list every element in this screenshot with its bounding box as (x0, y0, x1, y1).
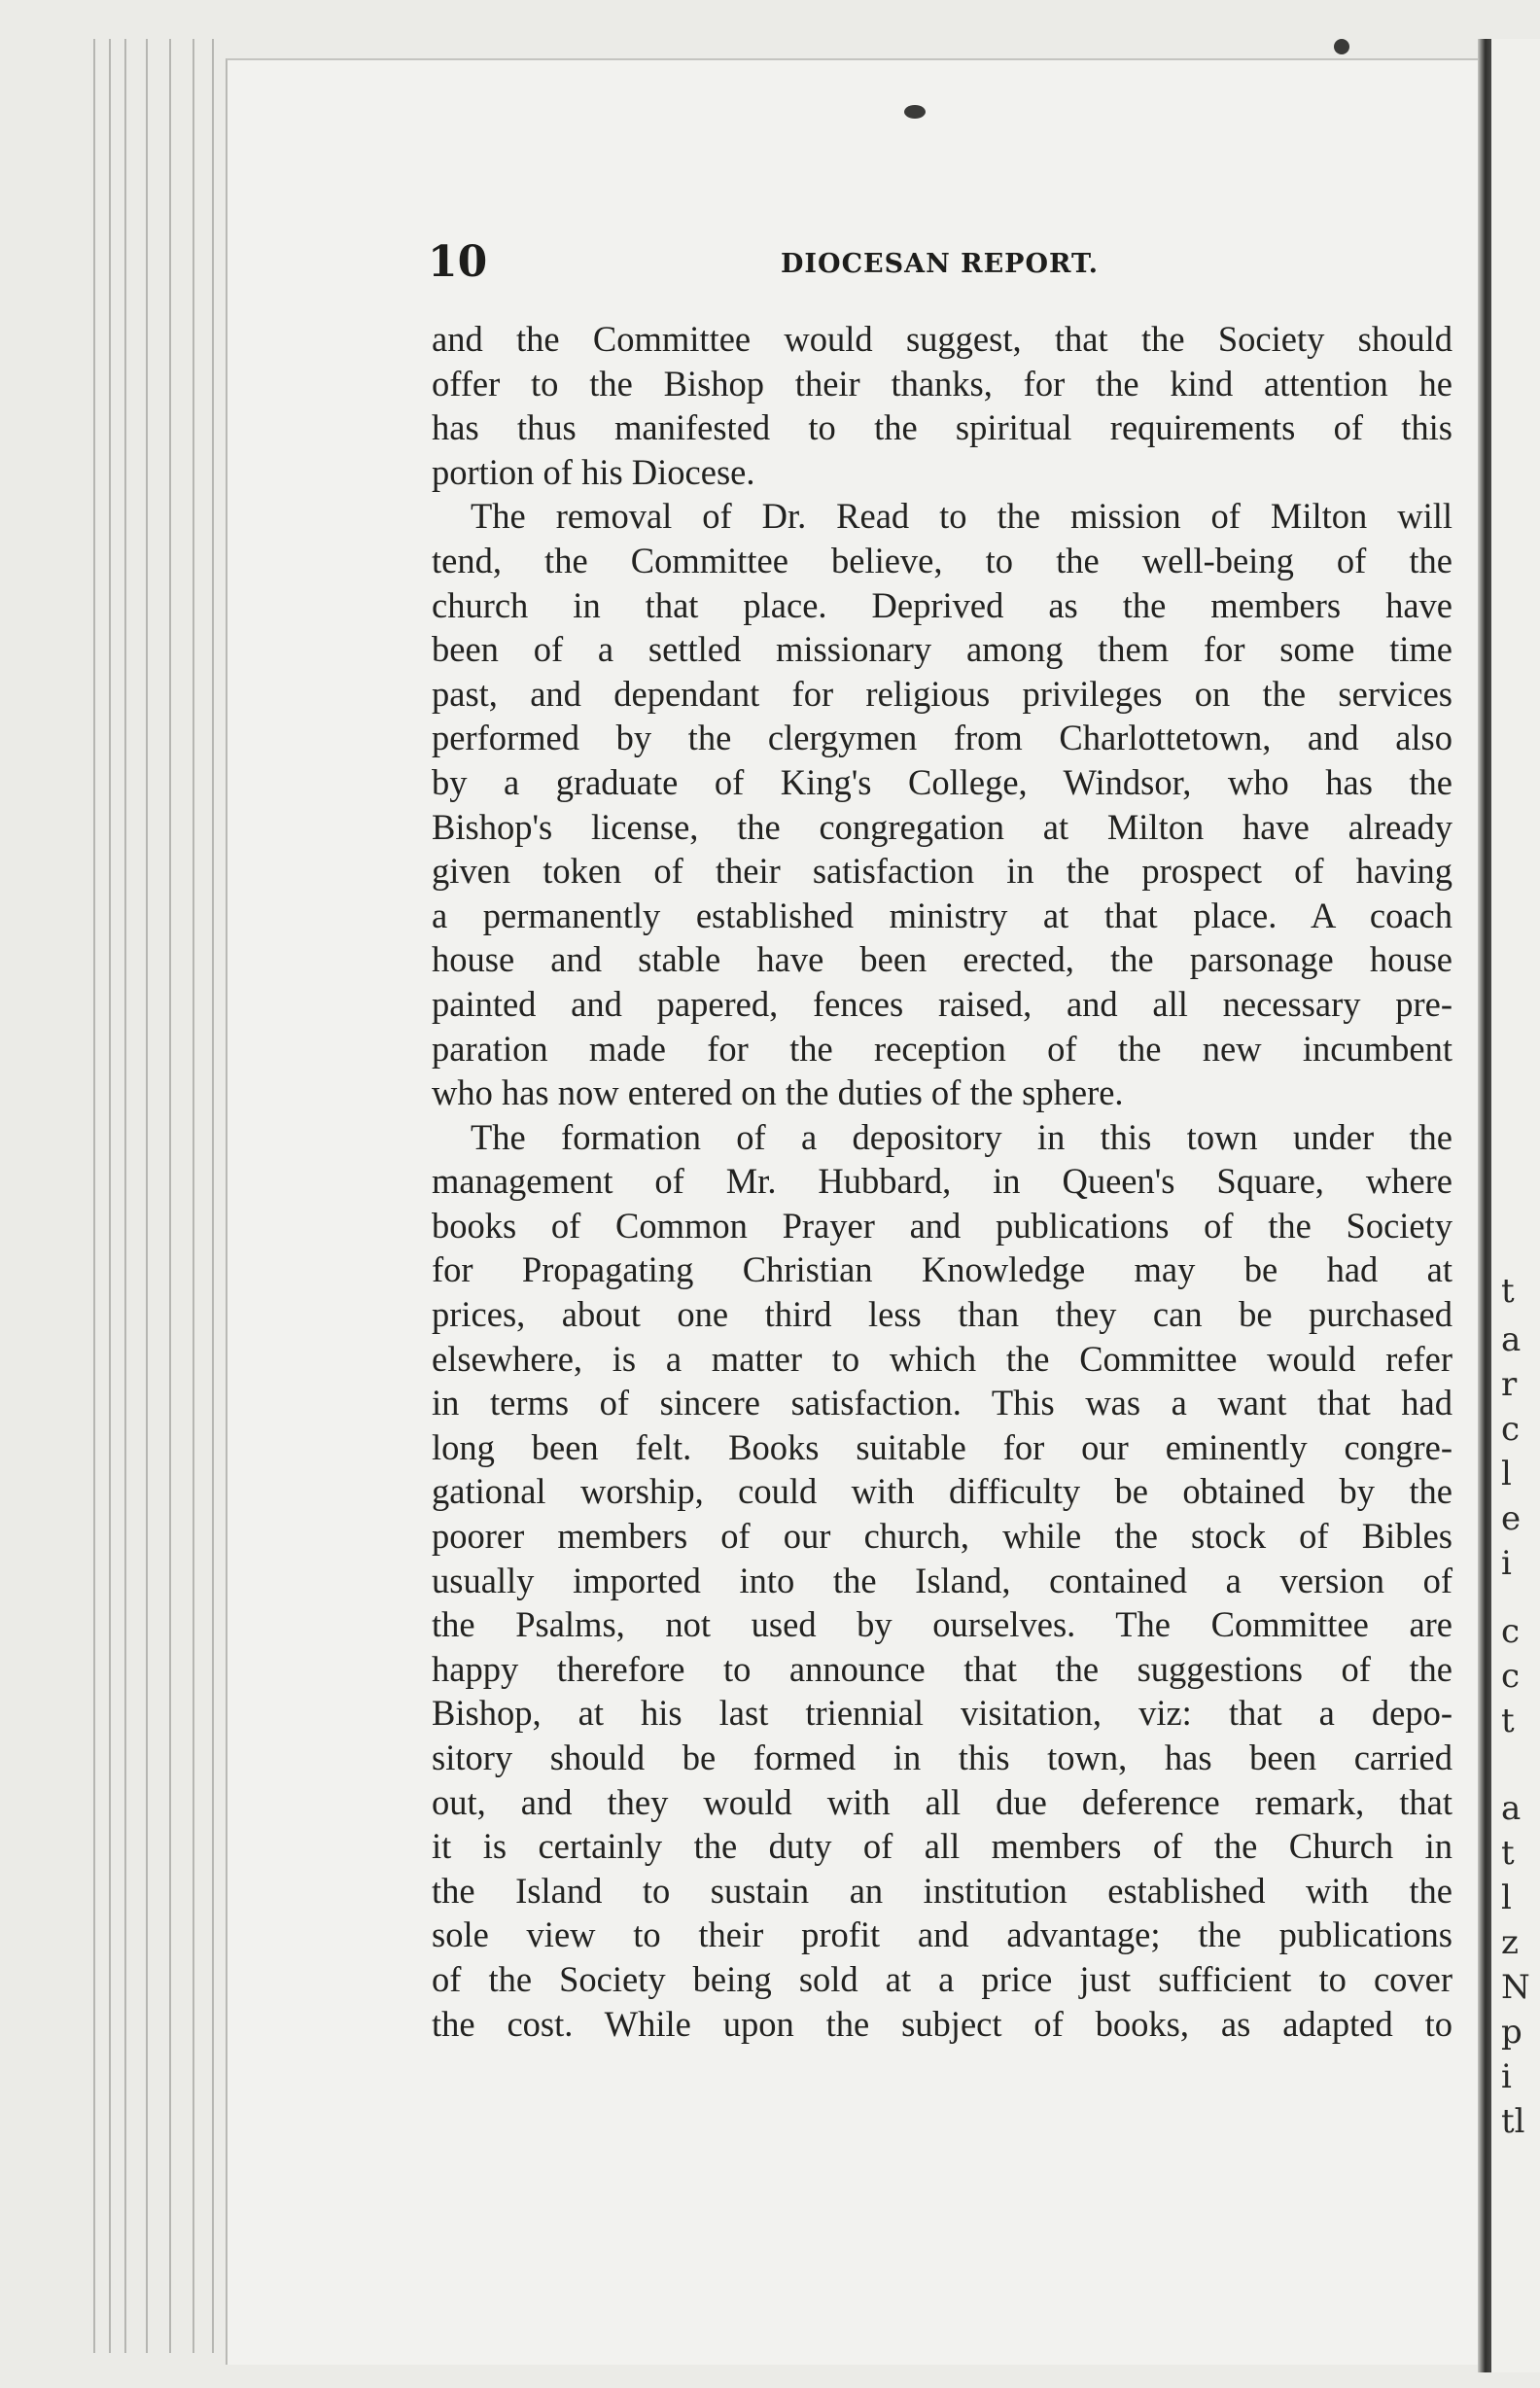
adjacent-page-letter: a (1501, 1789, 1522, 1828)
page-edge (192, 39, 194, 2353)
adjacent-page-letter: p (1501, 2013, 1522, 2052)
page-edge (212, 39, 214, 2353)
text-line: been of a settled missionary among them for some time (432, 629, 1452, 670)
adjacent-page-letter: tl (1501, 2102, 1525, 2141)
adjacent-page-edge (1491, 39, 1540, 2372)
text-line: tend, the Committee believe, to the well-being of the (432, 540, 1452, 580)
text-line: management of Mr. Hubbard, in Queen's Square, where (432, 1161, 1452, 1202)
text-line: given token of their satisfaction in the prospect of having (432, 851, 1452, 892)
text-line: The formation of a depository in this town under the (471, 1116, 1452, 1157)
page-edge (124, 39, 126, 2353)
text-line: elsewhere, is a matter to which the Committee would refer (432, 1338, 1452, 1379)
text-line: Bishop's license, the congregation at Milton have already (432, 806, 1452, 847)
adjacent-page-letter: c (1501, 1410, 1521, 1449)
adjacent-page-letter: t (1501, 1702, 1515, 1740)
page-edge (109, 39, 111, 2353)
adjacent-page-letter: i (1501, 1544, 1512, 1583)
text-line: books of Common Prayer and publications of the Society (432, 1205, 1452, 1246)
page-edge (93, 39, 95, 2353)
text-line: happy therefore to announce that the suggestions of the (432, 1648, 1452, 1689)
adjacent-page-letter: l (1501, 1879, 1512, 1917)
text-line: Bishop, at his last triennial visitation, viz: that a depo- (432, 1693, 1452, 1734)
book-gutter (1478, 39, 1491, 2372)
page-number: 10 (428, 237, 488, 287)
page-edge (146, 39, 148, 2353)
text-line: painted and papered, fences raised, and all necessary pre- (432, 983, 1452, 1024)
adjacent-page-letter: z (1501, 1923, 1519, 1962)
text-line: sitory should be formed in this town, has been carried (432, 1738, 1452, 1777)
text-line: the cost. While upon the subject of books, as adapted to (432, 2003, 1452, 2044)
page-edge (169, 39, 171, 2353)
adjacent-page-letter: c (1501, 1612, 1521, 1651)
adjacent-page-letter: i (1501, 2057, 1512, 2096)
adjacent-page-letter: t (1501, 1272, 1515, 1311)
text-line: for Propagating Christian Knowledge may be had at (432, 1249, 1452, 1290)
adjacent-page-letter: c (1501, 1657, 1521, 1696)
text-line: has thus manifested to the spiritual requirements of this (432, 407, 1452, 448)
text-line: performed by the clergymen from Charlottetown, and also (432, 718, 1452, 758)
text-line: usually imported into the Island, contained a version of (432, 1560, 1452, 1600)
adjacent-page-letter: r (1501, 1365, 1518, 1404)
text-line: church in that place. Deprived as the members have (432, 584, 1452, 625)
text-line: portion of his Diocese. (432, 451, 755, 492)
text-line: in terms of sincere satisfaction. This was a want that had (432, 1383, 1452, 1423)
text-line: by a graduate of King's College, Windsor, who has the (432, 761, 1452, 802)
text-line: who has now entered on the duties of the sphere. (432, 1072, 1124, 1113)
text-line: a permanently established ministry at that place. A coach (432, 895, 1452, 935)
ink-blot (904, 105, 926, 119)
adjacent-page-letter: e (1501, 1499, 1522, 1538)
text-line: house and stable have been erected, the parsonage house (432, 939, 1452, 980)
running-head: DIOCESAN REPORT. (781, 249, 1099, 279)
text-line: long been felt. Books suitable for our eminently congre- (432, 1426, 1452, 1467)
text-line: The removal of Dr. Read to the mission of Milton will (471, 496, 1452, 537)
adjacent-page-letter: l (1501, 1455, 1512, 1493)
adjacent-page-letter: a (1501, 1320, 1522, 1359)
text-line: paration made for the reception of the new incumbent (432, 1028, 1452, 1069)
adjacent-page-letter: N (1501, 1968, 1530, 2007)
body-text (432, 317, 1452, 2046)
text-line: sole view to their profit and advantage; the publications (432, 1914, 1452, 1955)
text-line: offer to the Bishop their thanks, for the kind attention he (432, 363, 1452, 404)
page-header (426, 237, 1458, 292)
text-line: it is certainly the duty of all members of the Church in (432, 1826, 1452, 1867)
text-line: out, and they would with all due deference remark, that (432, 1781, 1452, 1822)
text-line: of the Society being sold at a price just sufficient to cover (432, 1958, 1452, 1999)
text-line: the Island to sustain an institution established with the (432, 1870, 1452, 1911)
text-line: past, and dependant for religious privileges on the services (432, 673, 1452, 714)
text-line: and the Committee would suggest, that the Society should (432, 319, 1452, 359)
text-line: prices, about one third less than they can be purchased (432, 1294, 1452, 1335)
ink-blot (1334, 39, 1349, 54)
text-line: gational worship, could with difficulty be obtained by the (432, 1471, 1452, 1512)
adjacent-page-letter: t (1501, 1834, 1515, 1873)
text-line: the Psalms, not used by ourselves. The Committee are (432, 1604, 1452, 1645)
text-line: poorer members of our church, while the stock of Bibles (432, 1516, 1452, 1557)
